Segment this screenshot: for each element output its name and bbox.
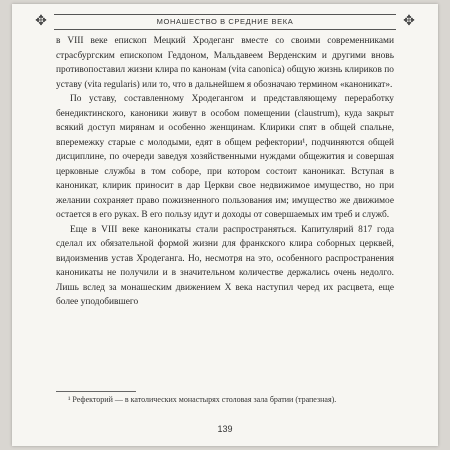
body-text bbox=[56, 34, 394, 310]
footnote: ¹ Рефекторий — в католических монастырях столовая зала братии (трапезная). bbox=[68, 395, 337, 404]
footnote-divider bbox=[56, 391, 136, 392]
running-header: МОНАШЕСТВО В СРЕДНИЕ ВЕКА bbox=[54, 14, 396, 30]
ornament-left-icon: ✥ bbox=[35, 13, 47, 29]
paragraph-1: в VIII веке епископ Мецкий Хродеганг вместе со своими современниками страсбургским епископом Геддоном, Мальдавеем Верденским и другими вновь противопоставил жизни клира по канонам (vita canonica) общую жизнь клириков по уставу (vita regularis) или то, что в дальнейшем я обозначаю термином «каноникат». bbox=[56, 36, 394, 90]
book-page bbox=[12, 4, 438, 446]
paragraph-3: Еще в VIII веке каноникаты стали распространяться. Капитулярий 817 года сделал их обязательной формой жизни для франкского клира соборных церквей, видоизменив устав Хродеганга. Но, несмотря на это, особенного распространения каноникаты не получили и в значительном количестве держались очень недолго. Лишь вслед за монашеским движением X века наступил черед их расцвета, еще более уподобившего bbox=[56, 224, 394, 307]
page-number: 139 bbox=[217, 424, 233, 434]
ornament-right-icon: ✥ bbox=[403, 13, 415, 29]
paragraph-2: По уставу, составленному Хродегангом и представляющему переработку бенедиктинского, каноники живут в особом помещении (claustrum), куда закрыт всякий доступ мирянам и особенно женщинам. Клирики спят в общей спальне, вперемежку старые с молодыми, едят в общем рефектории¹, подчиняются общей дисциплине, по очереди заведуя хозяйственными нуждами общежития и совершая церковные службы в том соборе, при котором состоит каноникат. Вступая в каноникат, клирик приносит в дар Церкви свое недвижимое имущество, но при желании сохраняет право пожизненного пользования им; имущество же движимое остается в его руках. В его пользу идут и доходы от совершаемых им треб и служб. bbox=[56, 94, 394, 220]
